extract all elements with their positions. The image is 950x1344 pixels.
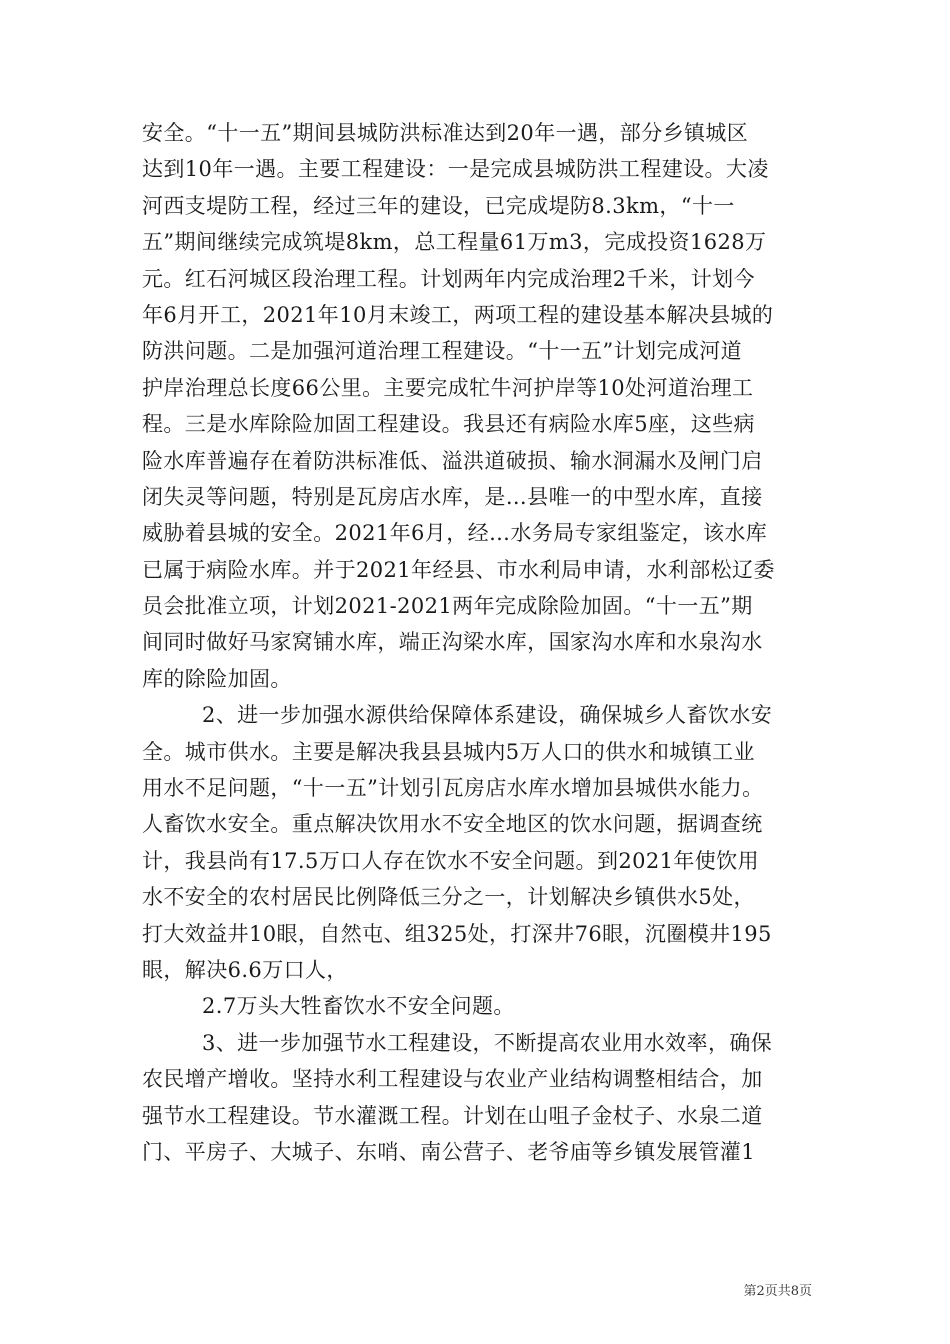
paragraph-start-line: 3、进一步加强节水工程建设，不断提高农业用水效率，确保 bbox=[202, 1030, 773, 1055]
text-line: 险水库普遍存在着防洪标准低、溢洪道破损、输水洞漏水及闸门启 bbox=[142, 448, 763, 473]
text-line: 年6月开工，2021年10月末竣工，两项工程的建设基本解决县城的 bbox=[142, 302, 774, 327]
text-line: 眼，解决6.6万口人， bbox=[142, 957, 348, 982]
text-line: 强节水工程建设。节水灌溉工程。计划在山咀子金杖子、水泉二道 bbox=[142, 1103, 763, 1128]
text-line: 全。城市供水。主要是解决我县县城内5万人口的供水和城镇工业 bbox=[142, 739, 755, 764]
paragraph-start-line: 2、进一步加强水源供给保障体系建设，确保城乡人畜饮水安 bbox=[202, 703, 773, 728]
text-line: 农民增产增收。坚持水利工程建设与农业产业结构调整相结合，加 bbox=[142, 1067, 763, 1092]
paragraph-start-line: 2.7万头大牲畜饮水不安全问题。 bbox=[202, 994, 515, 1019]
text-line: 五”期间继续完成筑堤8km，总工程量61万m3，完成投资1628万 bbox=[142, 230, 767, 255]
text-line: 间同时做好马家窝铺水库，端正沟梁水库，国家沟水库和水泉沟水 bbox=[142, 630, 763, 655]
text-line: 人畜饮水安全。重点解决饮用水不安全地区的饮水问题，据调查统 bbox=[142, 812, 763, 837]
text-line: 计，我县尚有17.5万口人存在饮水不安全问题。到2021年使饮用 bbox=[142, 848, 759, 873]
text-line: 打大效益井10眼，自然屯、组325处，打深井76眼，沉圈模井195 bbox=[142, 921, 772, 946]
text-line: 已属于病险水库。并于2021年经县、市水利局申请，水利部松辽委 bbox=[142, 557, 775, 582]
text-line: 门、平房子、大城子、东哨、南公营子、老爷庙等乡镇发展管灌1 bbox=[142, 1139, 755, 1164]
text-line: 威胁着县城的安全。2021年6月，经…水务局专家组鉴定，该水库 bbox=[142, 521, 768, 546]
text-line: 河西支堤防工程，经过三年的建设，已完成堤防8.3km，“十一 bbox=[142, 193, 735, 218]
text-line: 闭失灵等问题，特别是瓦房店水库，是…县唯一的中型水库，直接 bbox=[142, 484, 763, 509]
text-line: 达到10年一遇。主要工程建设：一是完成县城防洪工程建设。大凌 bbox=[142, 157, 769, 182]
text-line: 护岸治理总长度66公里。主要完成牤牛河护岸等10处河道治理工 bbox=[142, 375, 754, 400]
text-line: 元。红石河城区段治理工程。计划两年内完成治理2千米，计划今 bbox=[142, 266, 755, 291]
text-line: 安全。“十一五”期间县城防洪标准达到20年一遇，部分乡镇城区 bbox=[142, 121, 749, 145]
text-line: 程。三是水库除险加固工程建设。我县还有病险水库5座，这些病 bbox=[142, 412, 755, 437]
text-line: 员会批准立项，计划2021-2021两年完成除险加固。“十一五”期 bbox=[142, 594, 753, 619]
text-line: 用水不足问题，“十一五”计划引瓦房店水库水增加县城供水能力。 bbox=[142, 776, 764, 801]
text-line: 防洪问题。二是加强河道治理工程建设。“十一五”计划完成河道 bbox=[142, 339, 743, 364]
text-line: 库的除险加固。 bbox=[142, 666, 292, 691]
text-line: 水不安全的农村居民比例降低三分之一，计划解决乡镇供水5处， bbox=[142, 885, 755, 910]
body-text bbox=[142, 115, 812, 1170]
page-number-footer: 第2页共8页 bbox=[743, 1284, 812, 1299]
